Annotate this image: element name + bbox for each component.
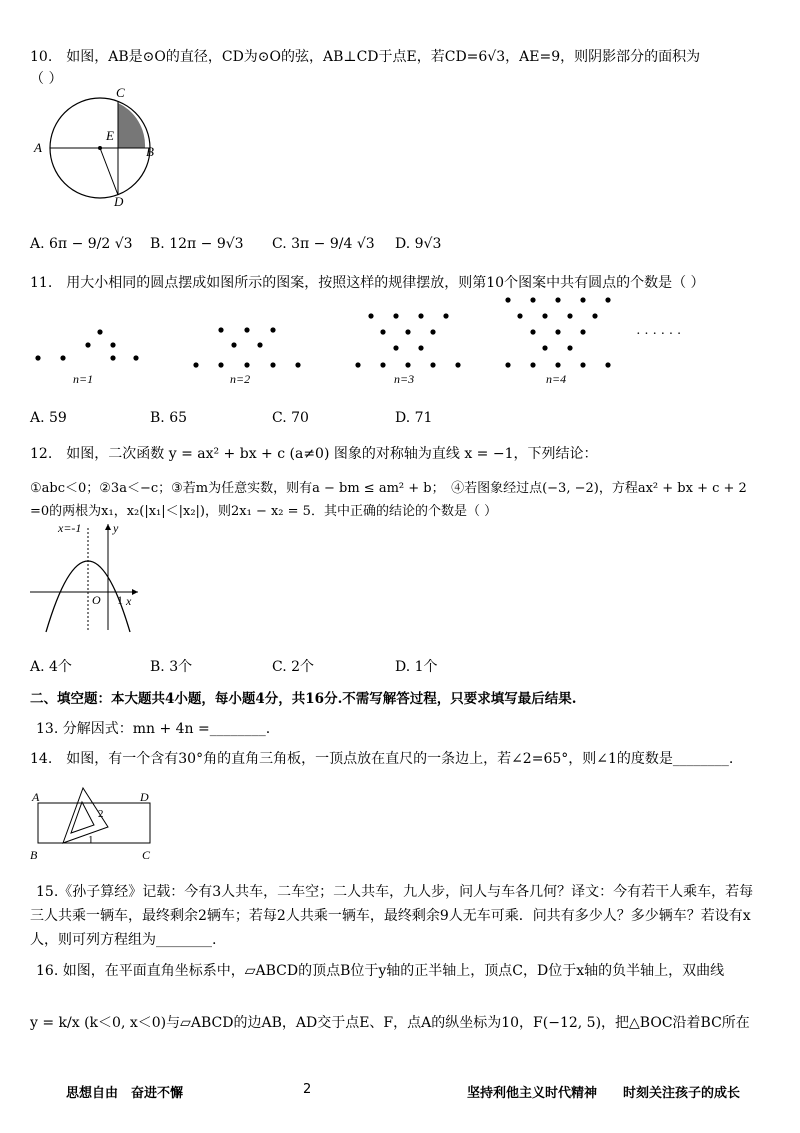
q12-label-y: y [113,521,119,535]
q10-label-a: A [34,140,42,155]
footer-right: 坚持利他主义时代精神 时刻关注孩子的成长 [467,1086,741,1101]
q11-ellipsis: · · · · · · [636,327,682,342]
q11-option-a: A. 59 [30,410,67,426]
q11-figure [28,290,728,390]
section-2-heading: 二、填空题：本大题共4小题，每小题4分，共16分.不需写解答过程，只要求填写最后结果. [30,691,577,707]
q10-paren: （ ） [30,71,63,87]
q10-option-a: A. 6π − 9/2 √3 [30,236,133,252]
q12-line2: ①abc＜0；②3a＜−c；③若m为任意实数，则有a − bm ≤ am² + b； ④若图象经过点(−3, −2)，方程ax² + bx + c + 2 [30,481,747,496]
q10-center-o [98,146,102,150]
q11-option-c: C. 70 [272,410,309,426]
q12-option-c: C. 2个 [272,659,315,675]
q10-text: 10. 如图，AB是⊙O的直径，CD为⊙O的弦，AB⊥CD于点E，若CD=6√3，AE=9，则阴影部分的面积为 [30,49,701,65]
q11-option-b: B. 65 [150,410,188,426]
q15-line2: 三人共乘一辆车，最终剩余2辆车；若每2人共乘一辆车，最终剩余9人无车可乘．问共有多少人？多少辆车？若设有x [30,908,751,924]
q12-line3: =0的两根为x₁，x₂(|x₁|＜|x₂|)，则2x₁ − x₂ = 5．其中正确的结论的个数是（ ） [30,504,498,519]
q16-line2: y = k/x (k＜0, x＜0)与▱ABCD的边AB，AD交于点E、F，点A的纵坐标为10，F(−12, 5)，把△BOC沿着BC所在 [30,1015,750,1031]
q14-label-1: 1 [88,834,94,846]
q11-pattern-4 [505,297,610,367]
q12-label-x: x [126,594,132,608]
q14-label-b: B [30,848,38,862]
q14-text: 14. 如图，有一个含有30°角的直角三角板，一顶点放在直尺的一条边上，若∠2=65°，则∠1的度数是________. [30,751,734,767]
q14-ruler [38,803,150,843]
q14-label-d: D [140,790,149,804]
q10-radius-od [100,148,118,195]
q11-pattern-3 [355,313,460,367]
q10-label-c: C [116,88,125,100]
q14-triangle-inner [71,802,94,833]
q15-line3: 人，则可列方程组为________. [30,932,217,948]
footer-left: 思想自由 奋进不懈 [66,1086,184,1101]
q11-label-n3: n=3 [394,372,415,386]
q16-line1: 16. 如图，在平面直角坐标系中，▱ABCD的顶点B位于y轴的正半轴上，顶点C，D位于x轴的负半轴上，双曲线 [36,963,725,979]
q10-label-b: B [146,144,154,159]
q12-label-1: 1 [117,593,123,607]
q11-label-n2: n=2 [230,372,251,386]
q12-option-b: B. 3个 [150,659,193,675]
q10-option-b: B. 12π − 9√3 [150,236,244,252]
q11-pattern-2 [193,327,300,367]
q13-text: 13. 分解因式：mn + 4n =________. [36,721,271,737]
footer-page-number: 2 [303,1082,312,1097]
q15-line1: 15.《孙子算经》记载：今有3人共车，二车空；二人共车，九人步，问人与车各几何？译文：今有若干人乘车，若每 [36,884,754,900]
q12-label-o: O [92,593,101,607]
q10-option-d: D. 9√3 [395,236,442,252]
q11-label-n4: n=4 [546,372,567,386]
q14-label-2: 2 [98,808,104,820]
q12-label-axis: x=-1 [58,521,82,535]
q10-option-c: C. 3π − 9/4 √3 [272,236,375,252]
q14-label-c: C [142,848,151,862]
q14-label-a: A [32,790,40,804]
q11-label-n1: n=1 [73,372,94,386]
q12-option-a: A. 4个 [30,659,72,675]
q10-figure [28,88,168,208]
q12-option-d: D. 1个 [395,659,438,675]
q10-label-e: E [106,128,114,143]
q12-figure [28,520,148,635]
q11-pattern-1 [35,329,138,360]
q12-text: 12. 如图，二次函数 y = ax² + bx + c (a≠0) 图象的对称轴为直线 x = −1，下列结论： [30,446,598,462]
q14-figure [28,785,168,865]
q11-option-d: D. 71 [395,410,433,426]
q10-label-d: D [114,194,124,208]
q11-text: 11. 用大小相同的圆点摆成如图所示的图案，按照这样的规律摆放，则第10个图案中共有圆点的个数是（ ） [30,275,705,291]
